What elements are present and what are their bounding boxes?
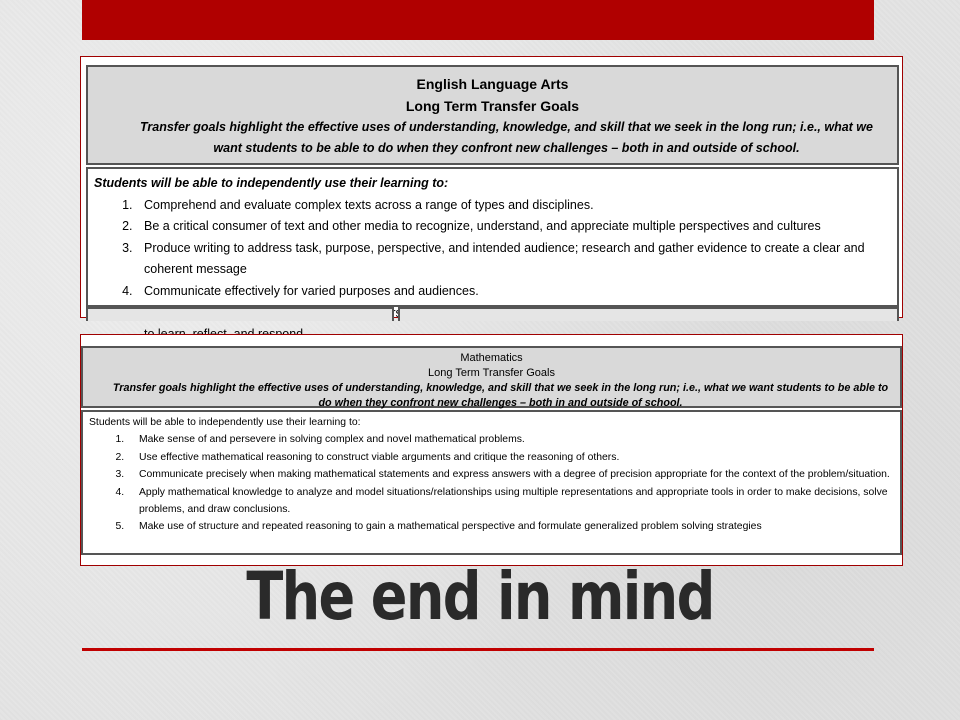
- ela-next-row-right-cell: [398, 307, 899, 321]
- math-intro: Students will be able to independently use their learning to:: [89, 417, 361, 428]
- math-goal-item: 5. Make use of structure and repeated reasoning to gain a mathematical perspective and formulate generalized problem solving strategies: [127, 518, 892, 535]
- math-goal-item: 2. Use effective mathematical reasoning to construct viable arguments and critique the reasoning of others.: [127, 449, 892, 466]
- ela-goals-list: [94, 195, 889, 346]
- ela-goal-item: 3. Produce writing to address task, purpose, perspective, and intended audience; research and gather evidence to create a clear and coherent message: [136, 238, 889, 281]
- ela-transfer-goals-image: [80, 56, 903, 318]
- ela-goal-item: 4. Communicate effectively for varied purposes and audiences.: [136, 281, 889, 303]
- ela-next-row-left-cell: [86, 307, 394, 321]
- math-header: [81, 346, 902, 408]
- math-goal-item: 3. Communicate precisely when making mathematical statements and express answers with a degree of precision appropriate for the context of the problem/situation.: [127, 466, 892, 483]
- ela-subtitle: Long Term Transfer Goals: [405, 98, 580, 114]
- ela-next-row-cutoff: [86, 307, 899, 321]
- top-accent-bar: [82, 0, 874, 40]
- ela-header: [86, 65, 899, 165]
- math-goals-list: [89, 431, 892, 535]
- math-subtitle: Long Term Transfer Goals: [428, 367, 555, 379]
- math-description: Transfer goals highlight the effective uses of understanding, knowledge, and skill that we seek in the long run; i.e., what we want students to be able to do when they confront new challenges – both in and outside of school.: [112, 382, 889, 409]
- math-goal-item: 4. Apply mathematical knowledge to analyze and model situations/relationships using multiple representations and appropriate tools in order to make decisions, solve problems, and draw conclusions.: [127, 484, 892, 519]
- slide-title: The end in mind: [246, 558, 714, 635]
- math-goals-body: [81, 410, 902, 555]
- math-title: Mathematics: [460, 352, 523, 364]
- ela-title: English Language Arts: [416, 76, 569, 92]
- ela-intro: Students will be able to independently use their learning to:: [94, 176, 449, 190]
- ela-description: Transfer goals highlight the effective uses of understanding, knowledge, and skill that we seek in the long run; i.e., what we want students to be able to do when they confront new challenges – both in and outside of school.: [139, 120, 873, 155]
- ela-goals-body: [86, 167, 899, 307]
- math-goal-item: 1. Make sense of and persevere in solving complex and novel mathematical problems.: [127, 431, 892, 448]
- title-underline-rule: [82, 648, 874, 651]
- ela-goal-item: 2. Be a critical consumer of text and other media to recognize, understand, and appreciate multiple perspectives and cultures: [136, 216, 889, 238]
- math-transfer-goals-image: [80, 334, 903, 566]
- ela-goal-item: 1. Comprehend and evaluate complex texts across a range of types and disciplines.: [136, 195, 889, 217]
